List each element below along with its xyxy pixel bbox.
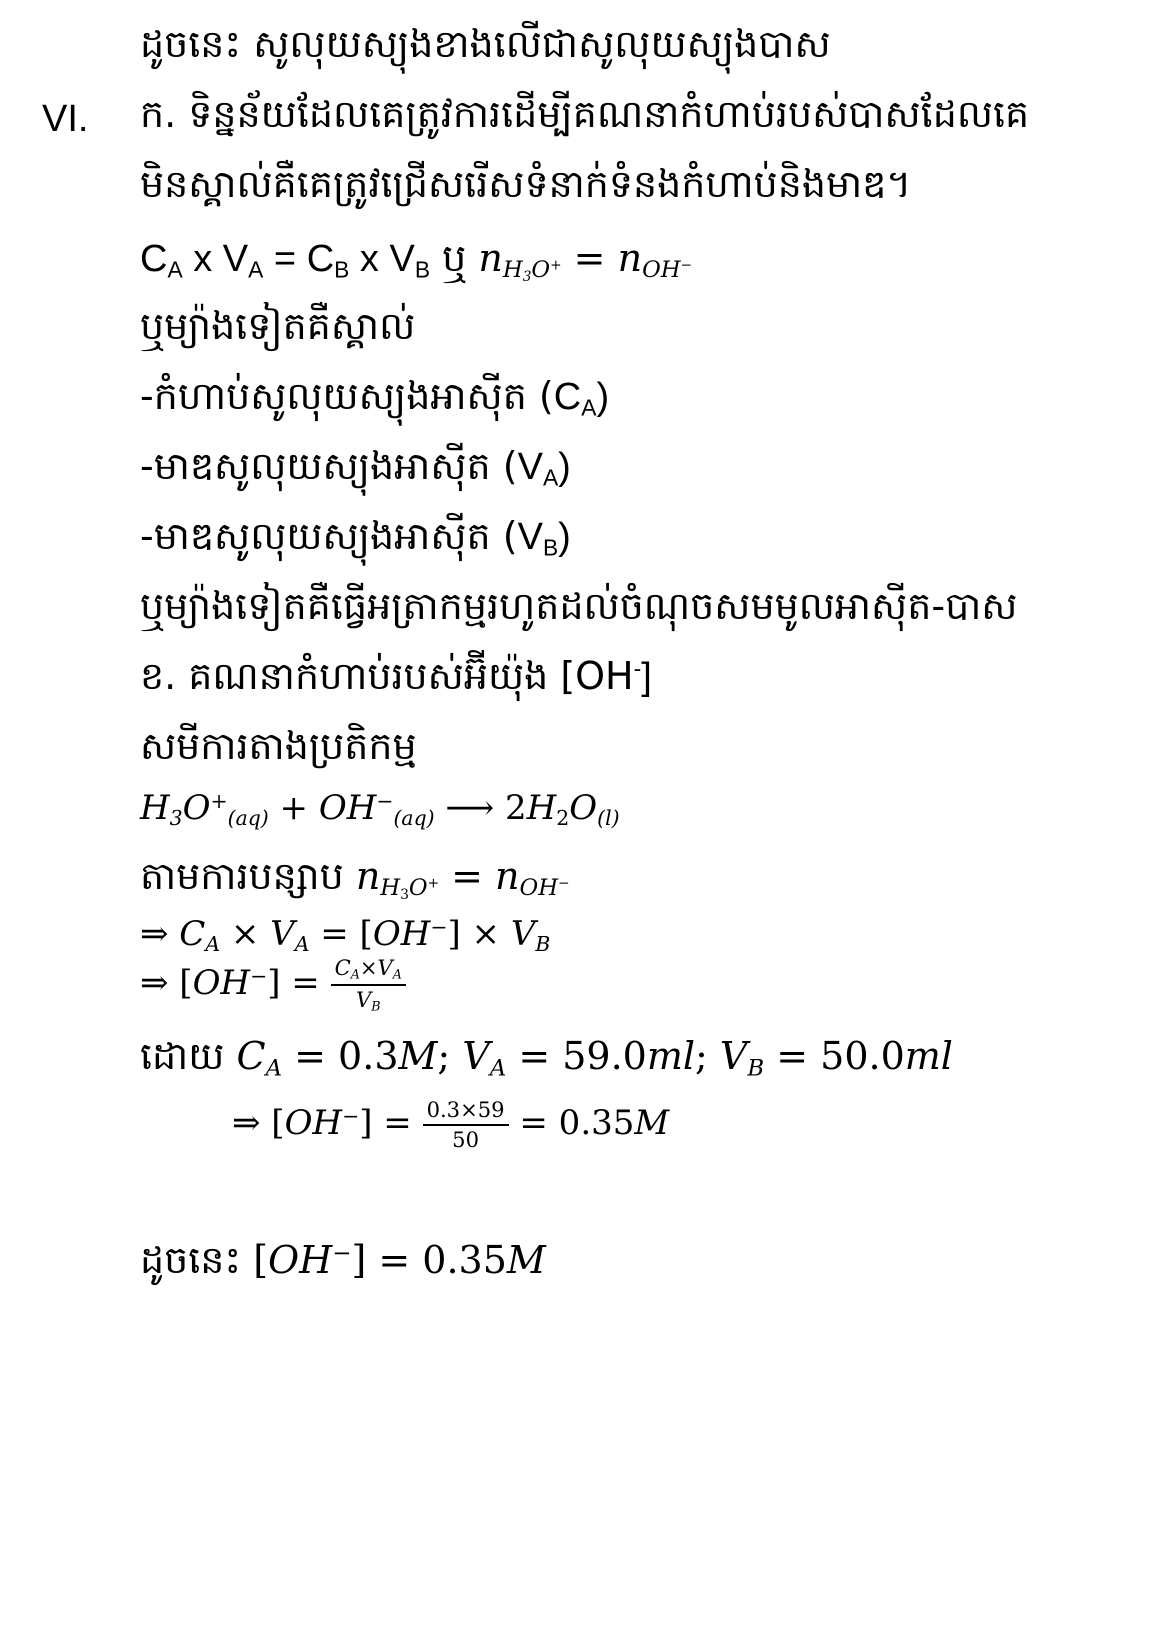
alternative-known: ឬម្យ៉ាងទៀតគឺស្គាល់ bbox=[140, 304, 416, 348]
fraction: $\frac{C_A\times V_A}{V_B}$ bbox=[331, 956, 406, 1014]
relation-formula: $C_A$ x $V_A = C_B$ x $V_B$ ឬ $n_{H_3O^+} = n_{OH^-}$ bbox=[140, 236, 693, 286]
final-conclusion: ដូចនេះ [OH−] = 0.35M bbox=[140, 1238, 546, 1282]
symbol-c: C bbox=[140, 238, 168, 280]
part-b-heading: ខ. គណនាកំហាប់របស់អ៊ីយ៉ុង [OH-] bbox=[140, 654, 652, 698]
known-acid-concentration: -កំហាប់សូលុយស្យុងអាស៊ីត $(C_A)$ bbox=[140, 374, 610, 421]
reaction-equation: $H_3O^+_{(aq)} + OH^-_{(aq)}$ ⟶ $2H_2O_{(l)}$ bbox=[140, 788, 620, 830]
reaction-equation-label: សមីការតាងប្រតិកម្ម bbox=[140, 724, 417, 768]
part-a-intro-continued: មិនស្គាល់គឺគេត្រូវជ្រើសរើសទំនាក់ទំនងកំហាប់និងមាឌ។ bbox=[140, 162, 912, 206]
question-number: VI. bbox=[42, 98, 89, 140]
calculation-result: ⇒ [OH−] = $\frac{0.3\times 59}{50}$ = 0.35M bbox=[232, 1097, 670, 1153]
conclusion-basic-solution: ដូចនេះ សូលុយស្យុងខាងលើជាសូលុយស្យុងបាស bbox=[140, 22, 831, 66]
part-a-intro: ក. ទិន្នន័យដែលគេត្រូវការដើម្បីគណនាកំហាប់របស់បាសដែលគេ bbox=[140, 92, 1030, 136]
neutralization-relation: តាមការបន្សាប $n_{H_3O^+} = n_{OH^-}$ bbox=[140, 854, 570, 904]
alternative-titration: ឬម្យ៉ាងទៀតគឺធ្វើអត្រាកម្មរហូតដល់ចំណុចសមមូលអាស៊ីត-បាស bbox=[140, 584, 1018, 628]
fraction: $\frac{0.3\times 59}{50}$ bbox=[423, 1098, 509, 1152]
known-base-volume: -មាឌសូលុយស្យុងអាស៊ីត $(V_B)$ bbox=[140, 514, 571, 561]
known-acid-volume: -មាឌសូលុយស្យុងអាស៊ីត $(V_A)$ bbox=[140, 444, 571, 491]
given-values: ដោយ $C_A = 0.3M$; $V_A = 59.0ml$; $V_B = 50.0ml$ bbox=[140, 1034, 953, 1082]
step-equation-1: ⇒ $C_A \times V_A = [OH^-] \times V_B$ bbox=[140, 914, 551, 956]
step-equation-2: ⇒ [OH−] = $\frac{C_A\times V_A}{V_B}$ bbox=[140, 956, 406, 1014]
